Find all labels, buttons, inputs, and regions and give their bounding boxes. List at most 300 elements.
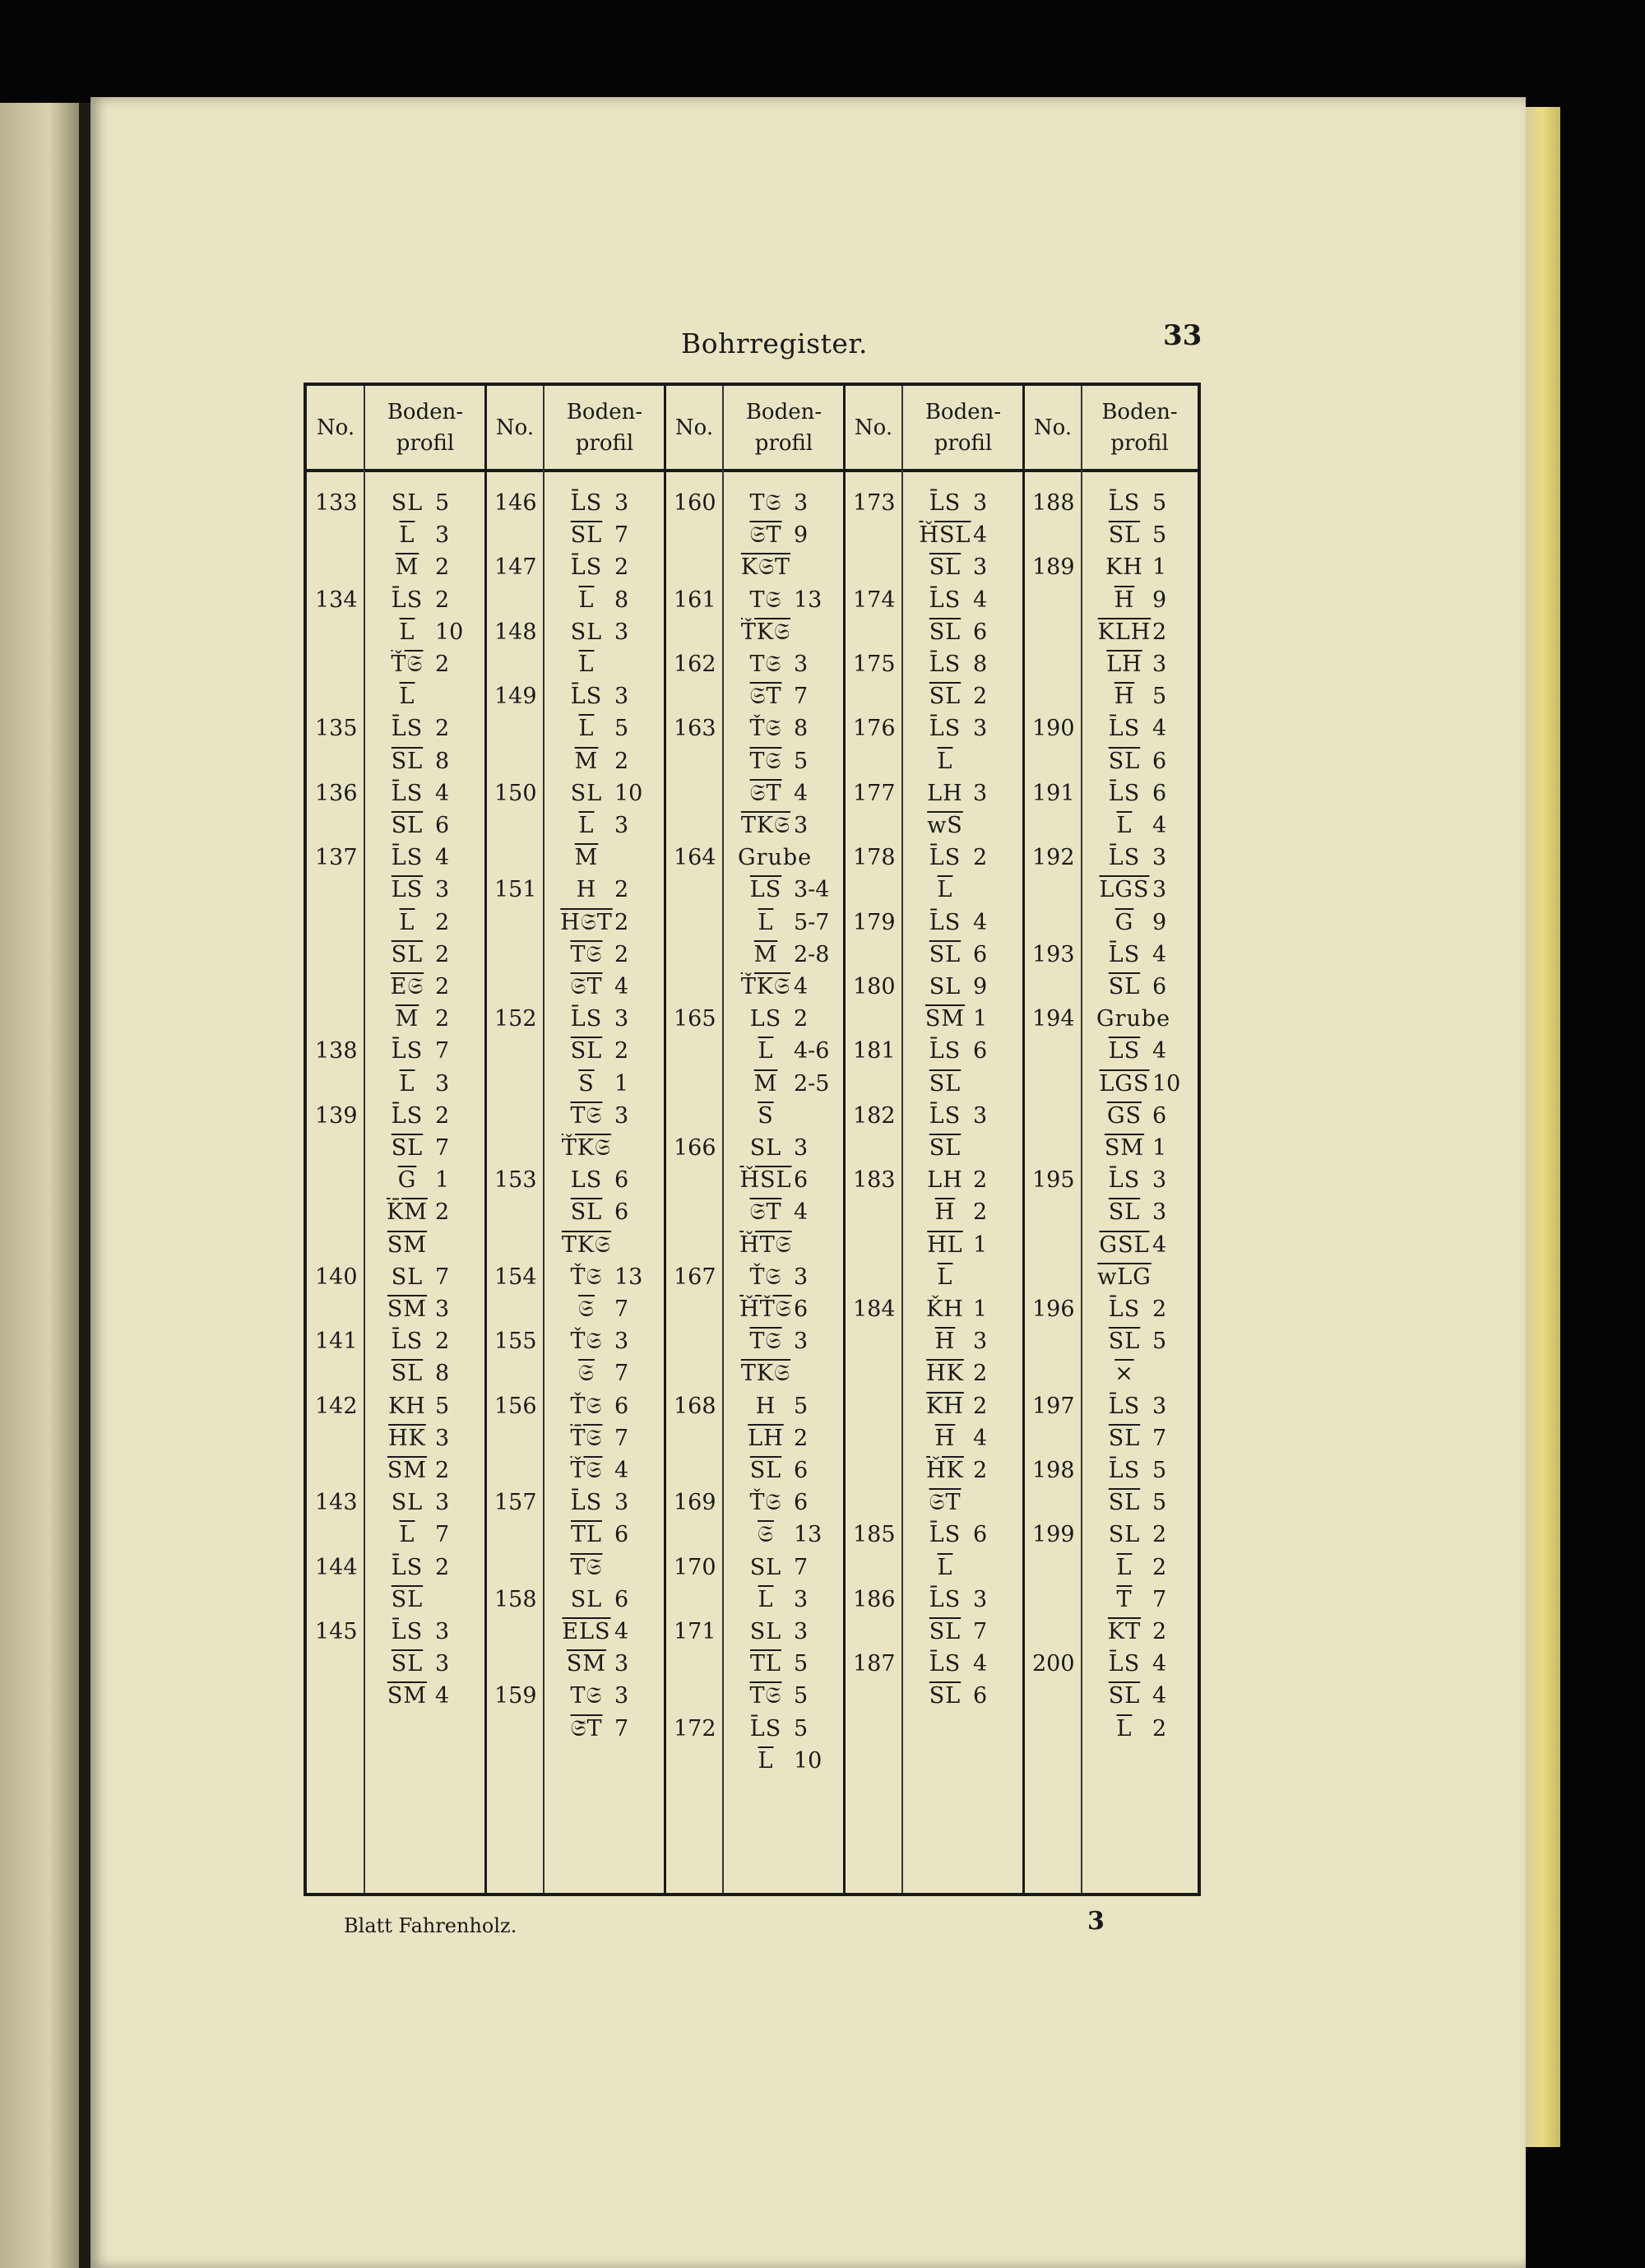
layer-thickness: 9 [973, 974, 988, 999]
layer-symbol: $\overline{L}$ [399, 619, 415, 645]
layer-thickness: 2 [973, 1199, 988, 1226]
header-no: No. [1033, 415, 1073, 440]
layer-thickness: 7 [435, 1135, 450, 1161]
profile-layer [379, 845, 465, 870]
layer-thickness: 3 [435, 1490, 450, 1516]
profile-layer [917, 813, 1003, 838]
borehole-number: 156 [494, 1393, 537, 1419]
profile-layer [917, 845, 1003, 870]
layer-symbol: $\overline{GSL}$ [1099, 1231, 1150, 1258]
layer-thickness: 4 [614, 1619, 629, 1644]
profile-layer [1096, 1296, 1182, 1322]
layer-symbol: $\overline{LS}$ [391, 877, 424, 903]
borehole-number: 160 [674, 490, 716, 516]
profile-layer [1096, 1232, 1182, 1258]
profile-layer [738, 1458, 823, 1483]
profile-layer [379, 652, 465, 678]
layer-thickness: 2-5 [794, 1070, 830, 1097]
layer-symbol: $\overline{LS}$ [749, 877, 782, 903]
layer-symbol: $\overline{L}$ [1116, 813, 1133, 838]
layer-thickness: 3 [794, 1619, 809, 1644]
layer-thickness: 4 [973, 587, 988, 613]
layer-thickness: 2 [614, 748, 629, 774]
profile-layer [379, 781, 465, 806]
layer-thickness: 5 [1152, 684, 1167, 710]
borehole-number: 192 [1032, 845, 1075, 871]
profile-layer [738, 1167, 823, 1193]
borehole-number: 144 [315, 1554, 358, 1580]
profile-layer [1096, 1458, 1182, 1483]
profile-layer [558, 1683, 644, 1709]
layer-symbol: L̄S [391, 587, 424, 613]
profile-layer [1096, 781, 1182, 806]
layer-symbol: E𝔖 [390, 974, 424, 999]
layer-symbol: $\overline{G}$ [397, 1167, 417, 1194]
layer-thickness: 5 [794, 1683, 809, 1709]
layer-thickness: 1 [435, 1167, 450, 1194]
layer-symbol: $\overline{SL}$ [749, 1458, 782, 1483]
layer-symbol: $\overline{M}$ [753, 941, 778, 967]
profile-layer [917, 1038, 1003, 1064]
layer-symbol: $\overline{L}$ [1116, 1554, 1133, 1580]
borehole-number: 172 [674, 1715, 716, 1742]
layer-thickness: 2 [614, 941, 629, 967]
profile-layer [558, 877, 644, 902]
layer-symbol: L̄S [929, 1038, 962, 1064]
layer-thickness: 2 [614, 1038, 629, 1064]
layer-symbol: $\overline{SM}$ [387, 1296, 428, 1322]
layer-thickness: 4 [794, 780, 809, 806]
layer-thickness: 2 [973, 1393, 988, 1419]
layer-symbol: Grube [738, 845, 813, 871]
layer-thickness: 3 [614, 1102, 629, 1129]
layer-thickness: 5 [794, 1715, 809, 1742]
layer-thickness: 4 [1152, 1038, 1167, 1064]
profile-layer [558, 1264, 644, 1291]
layer-symbol: L̄S [929, 716, 962, 742]
layer-symbol: $\overline{SM}$ [566, 1651, 607, 1677]
layer-thickness: 2 [435, 1554, 450, 1580]
layer-thickness: 3 [435, 1425, 450, 1451]
layer-symbol: $\overline{L}$ [399, 1522, 415, 1548]
borehole-number: 157 [494, 1490, 537, 1516]
layer-thickness: 6 [614, 1586, 629, 1612]
borehole-number: 177 [853, 780, 896, 806]
profile-layer [1096, 652, 1182, 677]
profile-layer [558, 1135, 644, 1162]
layer-symbol: L̄S [391, 1038, 424, 1064]
layer-symbol: $\overline{H}$ [934, 1425, 956, 1451]
profile-layer [1096, 1683, 1182, 1709]
layer-thickness: 2 [794, 1006, 809, 1032]
layer-thickness: 3-4 [794, 877, 830, 903]
profile-layer [917, 684, 1003, 709]
profile-layer [558, 1522, 644, 1547]
profile-layer [379, 587, 465, 613]
profile-layer [917, 1006, 1003, 1032]
layer-symbol: $\overline{SL}$ [1108, 1425, 1141, 1451]
layer-symbol: $\overline{S}$ [578, 1070, 595, 1097]
layer-thickness: 2 [435, 974, 450, 999]
layer-thickness: 2 [435, 1102, 450, 1129]
layer-symbol: $\overline{ȞSL}$ [919, 522, 971, 549]
borehole-register-table [304, 383, 1201, 1896]
profile-layer [738, 813, 823, 839]
layer-symbol: × [1114, 1361, 1134, 1387]
layer-thickness: 5 [435, 1393, 450, 1419]
profile-layer [738, 1103, 823, 1129]
borehole-number: 168 [674, 1393, 716, 1419]
layer-symbol: Ť𝔖 [391, 652, 424, 677]
profile-layer [379, 716, 465, 741]
profile-layer [558, 974, 644, 1000]
profile-layer [379, 877, 465, 902]
profile-layer [738, 619, 823, 646]
layer-thickness: 3 [1152, 877, 1167, 903]
borehole-number: 179 [853, 909, 896, 935]
layer-symbol: $\overline{M}$ [574, 748, 599, 774]
layer-symbol: $\overline{ELS}$ [562, 1619, 611, 1644]
borehole-number: 159 [494, 1683, 537, 1709]
profile-layer [738, 781, 823, 807]
profile-layer [738, 941, 830, 967]
borehole-number: 196 [1032, 1296, 1075, 1322]
layer-thickness: 4 [973, 522, 988, 549]
profile-layer [917, 1651, 1003, 1677]
profile-layer [738, 1329, 823, 1355]
layer-symbol: $\overline{SL}$ [391, 1361, 424, 1387]
layer-symbol: L̄S [391, 1554, 424, 1580]
profile-layer [917, 1426, 1003, 1451]
layer-symbol: $\overline{SL}$ [929, 684, 962, 710]
profile-layer [1096, 813, 1182, 838]
layer-symbol: TK𝔖 [740, 813, 791, 838]
running-head: Bohrregister. [681, 327, 868, 359]
profile-layer [1096, 1135, 1182, 1161]
profile-layer [917, 974, 1003, 999]
profile-layer [1096, 1555, 1182, 1580]
layer-symbol: T𝔖 [749, 652, 782, 677]
profile-layer [379, 1619, 465, 1644]
layer-symbol: L̄S [749, 1715, 782, 1742]
layer-thickness: 10 [794, 1747, 822, 1774]
layer-thickness: 2-8 [794, 941, 830, 967]
layer-symbol: L̄S [929, 909, 962, 935]
profile-layer [917, 877, 1003, 902]
layer-symbol: $\overline{L}$ [399, 1070, 415, 1097]
layer-thickness: 7 [1152, 1425, 1167, 1451]
layer-thickness: 5 [794, 748, 809, 774]
profile-layer [738, 1296, 823, 1323]
layer-symbol: $\overline{SL}$ [391, 1586, 424, 1612]
layer-symbol: $\overline{ȞSL}$ [739, 1167, 792, 1194]
profile-layer [738, 1038, 830, 1064]
layer-thickness: 10 [435, 619, 464, 645]
layer-thickness: 7 [614, 1425, 629, 1451]
layer-thickness: 7 [435, 1264, 450, 1290]
layer-symbol: $\overline{SL}$ [929, 1070, 962, 1097]
layer-thickness: 6 [614, 1393, 629, 1419]
profile-layer [558, 1071, 644, 1097]
layer-symbol: 𝔖T [570, 974, 603, 999]
page-number: 33 [1163, 319, 1202, 352]
borehole-number: 162 [674, 652, 716, 677]
layer-symbol: T𝔖 [749, 490, 782, 516]
layer-symbol: T̄𝔖 [570, 1425, 603, 1451]
profile-layer [558, 813, 644, 838]
layer-thickness: 2 [435, 1006, 450, 1032]
layer-thickness: 4 [973, 909, 988, 935]
profile-layer [379, 1006, 465, 1032]
borehole-number: 173 [853, 490, 896, 516]
profile-layer [558, 910, 644, 936]
layer-thickness: 6 [973, 1522, 988, 1548]
layer-symbol: 𝔖 [578, 1296, 595, 1322]
layer-symbol: K̄M [387, 1199, 428, 1226]
layer-thickness: 6 [614, 1199, 629, 1226]
borehole-number: 137 [315, 845, 358, 871]
layer-thickness: 3 [973, 716, 988, 742]
layer-thickness: 6 [794, 1490, 809, 1516]
layer-symbol: L̄S [1108, 1167, 1141, 1194]
layer-symbol: $\overline{SM}$ [1104, 1135, 1145, 1161]
layer-thickness: 2 [614, 877, 629, 903]
header-profile: Boden- profil [745, 399, 822, 456]
profile-layer [558, 1458, 644, 1484]
profile-layer [738, 1683, 823, 1709]
layer-symbol: $\overline{SM}$ [387, 1231, 428, 1258]
profile-layer [379, 1490, 465, 1515]
layer-symbol: L̄S [929, 1651, 962, 1677]
profile-layer [1096, 1619, 1182, 1644]
borehole-number: 193 [1032, 941, 1075, 967]
layer-symbol: $\overline{HK}$ [926, 1361, 964, 1387]
layer-symbol: T𝔖 [570, 941, 603, 967]
profile-layer [379, 1651, 465, 1677]
profile-layer [379, 1361, 465, 1386]
layer-thickness: 2 [1152, 1619, 1167, 1644]
layer-symbol: SL [749, 1135, 782, 1161]
profile-layer [379, 1458, 465, 1483]
profile-layer [917, 587, 1003, 613]
layer-thickness: 3 [614, 1683, 629, 1709]
column-rule-1 [364, 386, 365, 1893]
layer-thickness: 3 [794, 490, 809, 516]
layer-thickness: 13 [614, 1264, 643, 1290]
layer-thickness: 2 [794, 1425, 809, 1451]
profile-layer [738, 1587, 823, 1612]
profile-layer [1096, 716, 1182, 741]
borehole-number: 182 [853, 1102, 896, 1129]
layer-thickness: 4 [1152, 941, 1167, 967]
layer-symbol: $\overline{TL}$ [571, 1522, 602, 1548]
profile-layer [917, 1232, 1003, 1258]
layer-thickness: 6 [1152, 748, 1167, 774]
layer-thickness: 2 [1152, 1554, 1167, 1580]
layer-symbol: $\overline{HK}$ [388, 1425, 426, 1451]
layer-symbol: L̄S [1108, 1393, 1141, 1419]
profile-layer [558, 490, 644, 516]
profile-layer [1096, 684, 1182, 709]
layer-thickness: 3 [435, 1651, 450, 1677]
borehole-number: 136 [315, 780, 358, 806]
layer-thickness: 2 [1152, 1522, 1167, 1548]
layer-symbol: $\overline{SL}$ [929, 554, 962, 581]
borehole-number: 161 [674, 587, 716, 613]
profile-layer [558, 1038, 644, 1064]
layer-thickness: 2 [435, 941, 450, 967]
layer-symbol: $\overline{SL}$ [929, 1135, 962, 1161]
layer-thickness: 2 [1152, 619, 1167, 645]
profile-layer [1096, 1716, 1182, 1742]
layer-thickness: 5 [1152, 1458, 1167, 1483]
borehole-number: 170 [674, 1554, 716, 1580]
layer-thickness: 3 [973, 1102, 988, 1129]
borehole-number: 138 [315, 1038, 358, 1064]
layer-thickness: 3 [973, 1586, 988, 1612]
layer-symbol: $\overline{L}$ [758, 1586, 774, 1612]
layer-thickness: 6 [973, 1683, 988, 1709]
profile-layer [738, 1716, 823, 1742]
layer-symbol: $\overline{L}$ [1116, 1715, 1133, 1742]
layer-symbol: $\overline{L}$ [399, 909, 415, 935]
layer-thickness: 8 [435, 748, 450, 774]
borehole-number: 139 [315, 1102, 358, 1129]
layer-symbol: $\overline{SL}$ [1108, 1683, 1141, 1709]
profile-layer [1096, 1006, 1182, 1032]
layer-symbol: KH [1105, 554, 1143, 581]
layer-symbol: $\overline{M}$ [395, 554, 419, 581]
header-no: No. [316, 415, 355, 440]
signature-mark: 3 [1087, 1907, 1105, 1936]
borehole-number: 134 [315, 587, 358, 613]
layer-thickness: 6 [973, 941, 988, 967]
layer-symbol: L̄S [929, 587, 962, 613]
layer-symbol: ȞŤ𝔖 [739, 1296, 792, 1322]
layer-symbol: $\overline{L}$ [578, 716, 595, 742]
borehole-number: 199 [1032, 1522, 1075, 1548]
profile-layer [1096, 1071, 1182, 1097]
layer-thickness: 6 [614, 1167, 629, 1194]
profile-layer [379, 522, 465, 548]
layer-thickness: 3 [1152, 1167, 1167, 1194]
borehole-number: 171 [674, 1619, 716, 1644]
layer-thickness: 9 [794, 522, 809, 549]
layer-symbol: $\overline{L}$ [399, 684, 415, 710]
profile-layer [379, 1135, 465, 1161]
column-rule-5 [1081, 386, 1082, 1893]
borehole-number: 142 [315, 1393, 358, 1419]
profile-layer [1096, 554, 1182, 580]
layer-symbol: SL [391, 490, 424, 516]
layer-symbol: $\overline{SL}$ [570, 1199, 603, 1226]
layer-thickness: 3 [1152, 652, 1167, 677]
profile-layer [379, 1038, 465, 1064]
profile-layer [917, 1619, 1003, 1644]
profile-layer [738, 974, 823, 1000]
profile-layer [379, 1296, 465, 1322]
borehole-number: 174 [853, 587, 896, 613]
layer-symbol: $\overline{LH}$ [748, 1425, 784, 1451]
profile-layer [558, 942, 644, 968]
layer-symbol: SL [1108, 1522, 1141, 1548]
borehole-number: 186 [853, 1586, 896, 1612]
borehole-number: 146 [494, 490, 537, 516]
column-rule-4 [901, 386, 903, 1893]
profile-layer [1096, 619, 1182, 645]
profile-layer [379, 1232, 465, 1258]
layer-thickness: 8 [435, 1361, 450, 1387]
layer-symbol: L̄S [1108, 845, 1141, 871]
profile-layer [917, 652, 1003, 677]
layer-symbol: $\overline{SL}$ [391, 1135, 424, 1161]
layer-thickness: 6 [1152, 974, 1167, 999]
layer-thickness: 7 [614, 1361, 629, 1387]
layer-thickness: 5 [1152, 1329, 1167, 1355]
profile-layer [379, 1103, 465, 1129]
profile-layer [917, 910, 1003, 935]
borehole-number: 187 [853, 1651, 896, 1677]
layer-symbol: 𝔖 [578, 1361, 595, 1387]
profile-layer [917, 1264, 1003, 1290]
profile-layer [917, 1199, 1003, 1225]
layer-symbol: TK𝔖 [740, 1361, 791, 1387]
layer-symbol: $\overline{L}$ [937, 1554, 953, 1580]
layer-symbol: L̄S [1108, 1458, 1141, 1483]
layer-thickness: 1 [973, 1231, 988, 1258]
layer-symbol: T𝔖 [749, 1683, 782, 1709]
profile-layer [379, 910, 465, 935]
borehole-number: 200 [1032, 1651, 1075, 1677]
layer-symbol: ǨH [926, 1296, 964, 1322]
profile-layer [917, 1167, 1003, 1193]
layer-symbol: L̄S [570, 490, 603, 516]
layer-thickness: 3 [794, 1586, 809, 1612]
profile-layer [379, 1426, 465, 1451]
profile-layer [917, 1490, 1003, 1516]
layer-symbol: $\overline{KLH}$ [1097, 619, 1152, 645]
layer-thickness: 5 [1152, 1490, 1167, 1516]
profile-layer [558, 522, 644, 548]
layer-thickness: 8 [794, 716, 809, 742]
layer-thickness: 7 [614, 1296, 629, 1322]
layer-thickness: 3 [435, 1070, 450, 1097]
borehole-number: 166 [674, 1135, 716, 1161]
layer-symbol: Ť𝔖 [570, 1264, 603, 1290]
profile-layer [917, 1458, 1003, 1483]
layer-symbol: Ť𝔖 [570, 1329, 603, 1355]
layer-symbol: $\overline{H}$ [1114, 684, 1135, 710]
profile-layer [558, 1651, 644, 1677]
borehole-number: 155 [494, 1329, 537, 1355]
borehole-number: 167 [674, 1264, 716, 1290]
borehole-number: 154 [494, 1264, 537, 1290]
profile-layer [558, 1329, 644, 1355]
borehole-number: 145 [315, 1619, 358, 1644]
layer-symbol: $\overline{SL}$ [570, 1038, 603, 1064]
layer-symbol: L̄S [929, 1586, 962, 1612]
layer-symbol: $\overline{TL}$ [750, 1651, 781, 1677]
layer-symbol: $\overline{wLG}$ [1097, 1264, 1152, 1290]
layer-thickness: 4 [1152, 1651, 1167, 1677]
layer-symbol: $\overline{SL}$ [1108, 748, 1141, 774]
layer-symbol: LS [749, 1006, 782, 1032]
layer-symbol: $\overline{LGS}$ [1099, 877, 1150, 903]
layer-symbol: SL [570, 780, 603, 806]
layer-thickness: 4 [794, 974, 809, 999]
layer-symbol: $\overline{GS}$ [1106, 1102, 1142, 1129]
borehole-number: 164 [674, 845, 716, 871]
